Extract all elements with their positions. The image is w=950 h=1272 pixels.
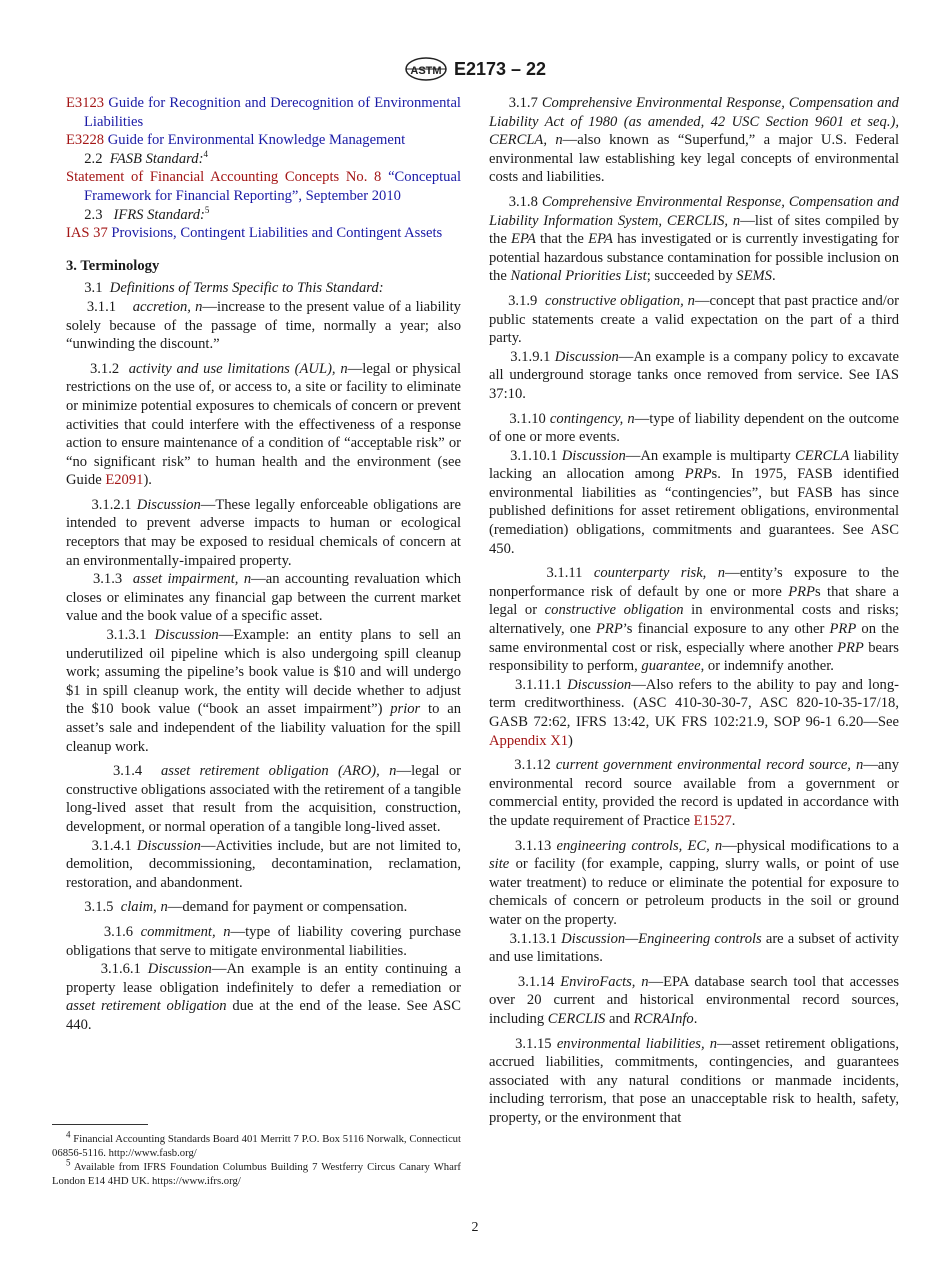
reference-link[interactable]: E3123 bbox=[66, 95, 105, 111]
definition-paragraph: 3.1.5 claim, n—demand for payment or compensation. bbox=[84, 899, 408, 916]
definition-paragraph: 3.1.10 contingency, n—type of liability dependent on the outcome of one or more events. bbox=[489, 410, 899, 446]
reference-title-link[interactable]: Guide for Environmental Knowledge Management bbox=[107, 132, 406, 149]
discussion-paragraph: 3.1.13.1 Discussion—Engineering controls are a subset of activity and use limitations. bbox=[489, 930, 900, 966]
footnotes bbox=[52, 1129, 461, 1188]
reference-link[interactable]: E1527 bbox=[693, 812, 732, 829]
left-column bbox=[66, 94, 461, 1035]
definition-paragraph: 3.1.4 asset retirement obligation (ARO), n—legal or constructive obligations associated with the retirement of a tangible long-lived asset that result from the acquisition, construction, development, or normal operation of a tangible long-lived asset. bbox=[66, 763, 461, 835]
footnote-divider bbox=[52, 1124, 148, 1125]
discussion-paragraph: 3.1.2.1 Discussion—These legally enforceable obligations are intended to prevent adverse impacts to human or ecological receptors that may be exposed to residual chemicals of concern at an environmentally-impaired property. bbox=[66, 496, 461, 569]
footnote: $^4$ Financial Accounting Standards Board 401 Merritt 7 P.O. Box 5116 Norwalk, Connecticut 06856-5116. http://www.fasb.org/ bbox=[52, 1129, 461, 1159]
definition-paragraph: 3.1.7 Comprehensive Environmental Response, Compensation and Liability Act of 1980 (as amended, 42 USC Section 9601 et seq.), CERCLA, n—also known as “Superfund,” a major U.S. Federal environmental law establishing key legal concepts of environmental costs and liabilities. bbox=[489, 95, 900, 186]
reference-title-link[interactable]: Guide for Recognition and Derecognition of Environmental Liabilities bbox=[84, 95, 461, 130]
definition-paragraph: 3.1.1 accretion, n—increase to the present value of a liability solely because of the passage of time, normally a year; also “unwinding the discount.” bbox=[66, 298, 461, 353]
definition-paragraph: 3.1.15 environmental liabilities, n—asset retirement obligations, accrued liabilities, commitments, contingencies, and guarantees associated with any natural conditions or manmade incidents, including terrorism, that pose an unacceptable risk to health, safety, property, or the environment that bbox=[489, 1035, 899, 1126]
astm-logo-icon bbox=[404, 56, 448, 82]
discussion-paragraph: 3.1.3.1 Discussion—Example: an entity plans to sell an underutilized oil pipeline which is also undergoing spill cleanup work; assuming the pipeline’s book value is $10 and will undergo $1 in spill cleanup work, the entity will decide whether to adjust the $10 book value (“book an asset impairment”) prior to an asset’s sale and independent of the liability valuation for the spill cleanup work. bbox=[66, 627, 461, 755]
discussion-paragraph: 3.1.6.1 Discussion—An example is an entity continuing a property lease obligation indefinitely to defer a remediation or asset retirement obligation due at the end of the lease. See ASC 440. bbox=[66, 961, 461, 1033]
page-number: 2 bbox=[471, 1220, 479, 1235]
definition-paragraph: 3.1.13 engineering controls, EC, n—physical modifications to a site or facility (for example, capping, slurry walls, or point of use water treatment) to reduce or eliminate the potential for exposure to chemicals of concern or petroleum products in the soil or ground water on the property. bbox=[489, 837, 899, 928]
subsection-heading: 2.2 FASB Standard:$^4$ bbox=[84, 148, 208, 167]
footnote-ref[interactable]: 5 bbox=[204, 204, 210, 215]
discussion-paragraph: 3.1.4.1 Discussion—Activities include, but are not limited to, demolition, decommissioning, decontamination, reclamation, restoration, and abandonment. bbox=[66, 837, 461, 891]
definition-paragraph: 3.1.8 Comprehensive Environmental Response, Compensation and Liability Information System, CERCLIS, n—list of sites compiled by the EPA that the EPA has investigated or is currently investigating for potential hazardous substance contamination for possible inclusion on the National Priorities List; succeeded by SEMS. bbox=[489, 193, 899, 285]
definition-paragraph: 3.1.6 commitment, n—type of liability covering purchase obligations that serve to mitigate environmental liabilities. bbox=[66, 923, 461, 959]
reference-title-link[interactable]: “Conceptual Framework for Financial Reporting”, September 2010 bbox=[84, 169, 462, 204]
standard-designation: E2173 – 22 bbox=[453, 58, 547, 79]
reference-entry bbox=[66, 224, 461, 243]
reference-entry bbox=[66, 131, 461, 150]
right-column bbox=[489, 94, 899, 1127]
subsection-heading: 2.3 IFRS Standard:$^5$ bbox=[84, 204, 210, 223]
reference-entry bbox=[66, 94, 461, 131]
reference-link[interactable]: E2091 bbox=[105, 472, 144, 489]
definition-paragraph: 3.1.12 current government environmental record source, n—any environmental record source available from a government or commercial entity, provided the record is updated in accordance with the update requirement of Practice E1527. bbox=[489, 757, 899, 829]
definition-paragraph: 3.1.3 asset impairment, n—an accounting revaluation which closes or eliminates any financial gap between the current market value and the book value of a specific asset. bbox=[66, 571, 461, 625]
section-heading: 3. Terminology bbox=[66, 257, 160, 274]
appendix-link[interactable]: Appendix X1 bbox=[489, 732, 569, 749]
footnote: $^5$ Available from IFRS Foundation Columbus Building 7 Westferry Circus Canary Wharf London E14 4HD UK. https://www.ifrs.org/ bbox=[52, 1157, 461, 1187]
definition-paragraph: 3.1.14 EnviroFacts, n—EPA database search tool that accesses over 20 current and historical environmental record sources, including CERCLIS and RCRAInfo. bbox=[489, 973, 900, 1027]
reference-title-link[interactable]: Provisions, Contingent Liabilities and Contingent Assets bbox=[111, 225, 443, 242]
page-header bbox=[0, 56, 950, 84]
svg-text:ASTM: ASTM bbox=[410, 65, 442, 77]
reference-link[interactable]: Statement of Financial Accounting Concepts No. 8 bbox=[66, 169, 382, 186]
definition-paragraph: 3.1.2 activity and use limitations (AUL), n—legal or physical restrictions on the use of, or access to, a site or facility to eliminate or minimize potential exposures to chemicals of concern or prevent activities that could interfere with the effectiveness of a response action to ensure maintenance of a condition of “acceptable risk” or “no significant risk” to human health and the environment (see Guide E2091). bbox=[66, 360, 461, 489]
footnote-ref[interactable]: 4 bbox=[203, 148, 208, 159]
discussion-paragraph: 3.1.9.1 Discussion—An example is a company policy to excavate all underground storage tanks once removed from service. See IAS 37:10. bbox=[489, 348, 899, 402]
definition-paragraph: 3.1.9 constructive obligation, n—concept that past practice and/or public statements create a valid expectation on the part of a third party. bbox=[489, 292, 900, 347]
reference-link[interactable]: E3228 bbox=[66, 132, 105, 149]
discussion-paragraph: 3.1.10.1 Discussion—An example is multiparty CERCLA liability lacking an allocation among PRPs. In 1975, FASB identified environmental liabilities as “contingencies”, but FASB has since published definitions for asset retirement obligations, environmental (remediation) obligations, commitments and guarantees. See ASC 450. bbox=[489, 447, 899, 557]
definitions-heading: 3.1 Definitions of Terms Specific to This Standard: bbox=[84, 280, 384, 297]
reference-link[interactable]: IAS 37 bbox=[66, 225, 108, 242]
discussion-paragraph: 3.1.11.1 Discussion—Also refers to the ability to pay and long-term creditworthiness. (ASC 410-30-30-7, ASC 820-10-35-17/18, GASB 72:62, IFRS 13:42, UK FRS 102:21.9, SOP 96-1 6.20—See Appendix X1) bbox=[489, 676, 899, 749]
reference-entry bbox=[66, 168, 461, 205]
definition-paragraph: 3.1.11 counterparty risk, n—entity’s exposure to the nonperformance risk of default by one or more PRPs that share a legal or constructive obligation in environmental costs and risks; alternatively, one PRP’s financial exposure to any other PRP on the same environmental cost or risk, especially where another PRP bears responsibility to perform, guarantee, or indemnify another. bbox=[489, 565, 900, 675]
